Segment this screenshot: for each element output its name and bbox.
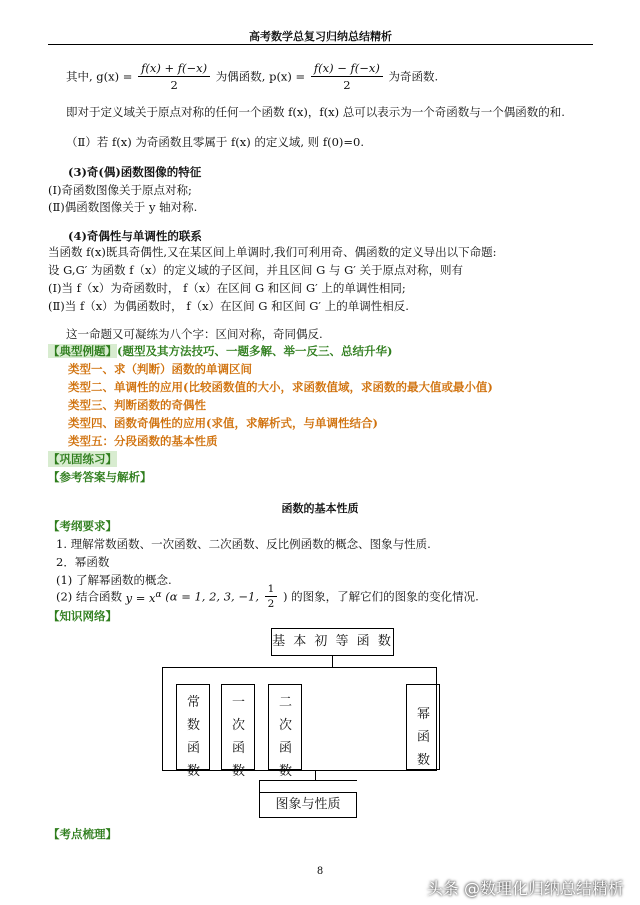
g-numerator: f(x) + f(−x) <box>138 60 210 77</box>
text-line-odd-zero: （Ⅱ）若 f(x) 为奇函数且零属于 f(x) 的定义域, 则 f(0)=0. <box>66 135 364 149</box>
diagram-connector <box>332 656 333 667</box>
diagram-box-linear: 一次函数 <box>221 684 255 770</box>
half-denominator: 2 <box>267 598 275 610</box>
header-rule <box>48 44 593 45</box>
diagram-root-box: 基 本 初 等 函 数 <box>271 628 394 656</box>
g-fraction <box>138 60 210 93</box>
half-fraction <box>265 582 278 611</box>
text-line-summary: 这一命题又可凝练为八个字：区间对称，奇同偶反. <box>66 327 323 341</box>
half-numerator: 1 <box>265 582 278 597</box>
typical-examples-line <box>48 343 392 359</box>
text-line-odd-rule: (Ⅰ)当 f（x）为奇函数时， f（x）在区间 G 和区间 G′ 上的单调性相同; <box>48 281 406 295</box>
syllabus-item-4-suffix: ) 的图象，了解它们的图象的变化情况. <box>282 589 479 604</box>
example-type-5[interactable]: 类型五：分段函数的基本性质 <box>68 434 218 448</box>
answers-heading[interactable]: 【参考答案与解析】 <box>48 470 152 484</box>
text-line-odd-graph: (Ⅰ)奇函数图像关于原点对称; <box>48 183 192 197</box>
key-points-heading: 【考点梳理】 <box>48 827 117 841</box>
formula-mid: 为偶函数, p(x) = <box>215 69 306 84</box>
watermark: 头条 @数理化归纳总结精析 <box>426 879 624 898</box>
diagram-connector <box>259 780 260 792</box>
diagram-box-constant: 常数函数 <box>176 684 210 770</box>
diagram-connector <box>259 780 357 781</box>
text-line-even-rule: (Ⅱ)当 f（x）为偶函数时， f（x）在区间 G 和区间 G′ 上的单调性相反. <box>48 299 409 313</box>
diagram-bottom-box: 图象与性质 <box>259 792 357 818</box>
knowledge-network-heading: 【知识网络】 <box>48 609 117 623</box>
text-line-intervals: 设 G,G′ 为函数 f（x）的定义域的子区间，并且区间 G 与 G′ 关于原点对称，则有 <box>48 263 464 277</box>
diagram-connector <box>162 667 163 770</box>
p-numerator: f(x) − f(−x) <box>311 60 383 77</box>
typical-examples-heading: 【典型例题】 <box>48 344 117 358</box>
alpha-values: (α = 1, 2, 3, −1, <box>165 589 259 604</box>
syllabus-item-2: 2．幂函数 <box>56 555 110 569</box>
heading-parity-monotonicity: (4)奇偶性与单调性的联系 <box>68 229 202 243</box>
power-function-formula <box>126 591 162 605</box>
diagram-box-quadratic: 二次函数 <box>268 684 302 770</box>
power-function-base: y = x <box>125 590 156 605</box>
diagram-connector <box>162 770 437 771</box>
formula-prefix: 其中, g(x) = <box>66 69 133 84</box>
page-header-title: 高考数学总复习归纳总结精析 <box>249 30 392 43</box>
text-line-proposition: 当函数 f(x)既具奇偶性,又在某区间上单调时,我们可利用奇、偶函数的定义导出以下命题: <box>48 245 497 259</box>
text-line-sum: 即对于定义域关于原点对称的任何一个函数 f(x)，f(x) 总可以表示为一个奇函数与一个偶函数的和. <box>66 105 565 119</box>
formula-suffix: 为奇函数. <box>388 69 439 84</box>
syllabus-heading: 【考纲要求】 <box>48 519 117 533</box>
p-denominator: 2 <box>343 78 351 92</box>
g-denominator: 2 <box>170 78 178 92</box>
syllabus-item-3: (1) 了解幂函数的概念. <box>56 573 172 587</box>
example-type-4[interactable]: 类型四、函数奇偶性的应用(求值，求解析式，与单调性结合) <box>68 416 378 430</box>
example-type-3[interactable]: 类型三、判断函数的奇偶性 <box>68 398 206 412</box>
example-type-1[interactable]: 类型一、求（判断）函数的单调区间 <box>68 362 252 376</box>
p-fraction <box>311 60 383 93</box>
typical-examples-subtitle: (题型及其方法技巧、一题多解、举一反三、总结升华) <box>117 344 393 358</box>
syllabus-item-4-prefix: (2) 结合函数 <box>56 589 122 604</box>
example-type-2[interactable]: 类型二、单调性的应用(比较函数值的大小，求函数值域，求函数的最大值或最小值) <box>68 380 493 394</box>
diagram-box-power: 幂函数 <box>406 684 440 770</box>
heading-graph-features: (3)奇(偶)函数图像的特征 <box>68 165 202 179</box>
diagram-connector <box>162 667 437 668</box>
formula-line <box>66 60 438 93</box>
power-function-exponent: α <box>155 590 162 601</box>
syllabus-item-4 <box>56 582 479 611</box>
practice-heading[interactable]: 【巩固练习】 <box>48 452 117 466</box>
text-line-even-graph: (Ⅱ)偶函数图像关于 y 轴对称. <box>48 200 198 214</box>
page-number: 8 <box>316 866 324 877</box>
syllabus-item-1: 1. 理解常数函数、一次函数、二次函数、反比例函数的概念、图象与性质. <box>56 537 431 551</box>
diagram-connector <box>315 770 316 780</box>
section-title: 函数的基本性质 <box>281 502 359 515</box>
